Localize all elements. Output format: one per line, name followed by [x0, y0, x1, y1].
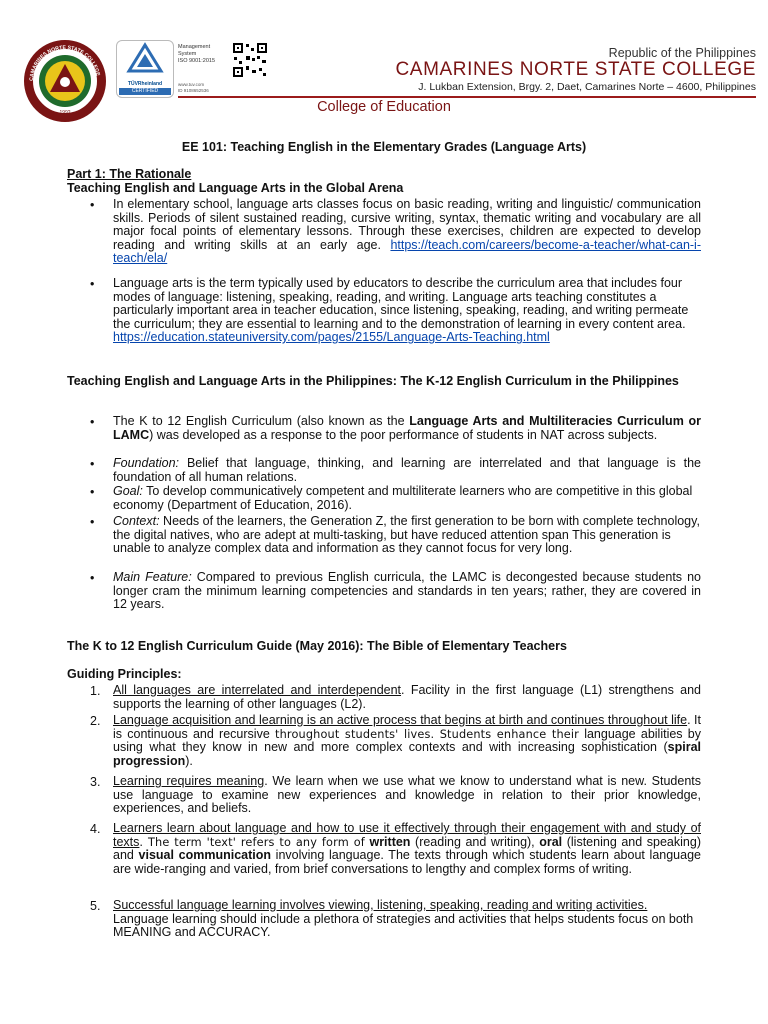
guide-heading: The K to 12 English Curriculum Guide (May 2016): The Bible of Elementary Teachers: [67, 639, 567, 653]
iso-certification-badge: [116, 40, 174, 98]
k12-bullet-foundation: [113, 457, 701, 484]
k12-bullet-lamc: [113, 415, 701, 442]
college-name: CAMARINES NORTE STATE COLLEGE: [395, 59, 756, 80]
course-title: EE 101: Teaching English in the Elementary Grades (Language Arts): [181, 140, 587, 154]
text-segment: (reading and writing),: [410, 834, 540, 849]
stateuniversity-link[interactable]: https://education.stateuniversity.com/pages/2155/Language-Arts-Teaching.html: [113, 330, 550, 345]
department-name: College of Education: [317, 99, 451, 115]
part1-subheading: Teaching English and Language Arts in the Global Arena: [67, 181, 404, 195]
text-segment: . We learn when we use what we know to understand what is new. Students use language to examine new experiences and knowledge in relation to their prior knowledge, experiences, and beliefs.: [113, 774, 701, 816]
iso-line-1: Management: [178, 44, 211, 50]
text-segment: The K to 12 English Curriculum (also known as the: [113, 414, 410, 428]
k12-bullet-context: [113, 515, 703, 556]
bullet-icon: •: [90, 277, 95, 291]
bullet-icon: •: [90, 457, 95, 471]
foundation-label: Foundation:: [113, 456, 180, 470]
paragraph-text: In elementary school, language arts classes focus on basic reading, writing and linguistic/ communication skills. Periods of silent sustained reading, cursive writing, syntax, thematic writing and vocabulary are all major focal points of elementary lessons. Through these exercises, children are expected to develop reading and writing skills at an early age.: [113, 197, 701, 252]
k12-bullet-goal: [113, 485, 703, 512]
guiding-principles-heading: Guiding Principles:: [67, 667, 182, 681]
list-number: 1.: [90, 684, 101, 698]
text-segment: . The term 'text' refers to any form of: [139, 835, 365, 849]
principle-3: [113, 775, 701, 816]
tuv-triangle-icon: [117, 41, 173, 75]
principle-4: [113, 822, 701, 876]
main-feature-label: Main Feature:: [113, 570, 192, 584]
text-segment: . It is continuous and recursive: [113, 713, 701, 741]
tuv-brand-text: TÜVRheinland: [127, 81, 163, 87]
iso-web: www.tuv.com: [178, 82, 205, 87]
principle-title: Learners learn about language and how to use it effectively through their engagement with and study of texts: [113, 821, 701, 849]
principle-title: All languages are interrelated and interdependent: [113, 683, 402, 697]
list-number: 5.: [90, 899, 101, 913]
text-segment: involving language. The texts through which students learn about language are wide-ranging and varied, from brief conversations to lengthy and complex forms of writing.: [113, 848, 701, 876]
iso-id-text: [178, 82, 209, 94]
seal-year: 1992: [59, 110, 71, 116]
k12-bullet-main-feature: [113, 571, 701, 612]
goal-label: Goal:: [113, 484, 143, 498]
global-arena-paragraph-2: [113, 277, 703, 345]
lamc-term: Language Arts and Multiliteracies Curriculum or LAMC: [113, 414, 701, 442]
written-term: written: [369, 834, 411, 849]
iso-line-2: System: [178, 51, 197, 57]
principle-title: Learning requires meaning: [113, 774, 265, 788]
text-segment: Compared to previous English curricula, the LAMC is decongested because students no longer cram the minimum learning competencies and standards in ten years; rather, they are covered in 12 years.: [113, 570, 701, 612]
global-arena-paragraph-1: [113, 198, 701, 266]
iso-system-text: [178, 44, 228, 65]
text-segment: ) was developed as a response to the poor performance of students in NAT across subjects.: [149, 427, 658, 442]
qr-code-icon: [232, 42, 268, 78]
text-segment: Belief that language, thinking, and learning are interrelated and that language is the foundation of all human relations.: [113, 456, 701, 484]
text-segment: language abilities by using what they know in new and more complex contexts and with increasing sophistication (: [113, 726, 701, 755]
bullet-icon: •: [90, 485, 95, 499]
principle-5: [113, 899, 703, 940]
bullet-icon: •: [90, 571, 95, 585]
text-segment: ).: [185, 753, 193, 768]
visual-communication-term: visual communication: [138, 848, 271, 863]
principle-1: [113, 684, 701, 711]
bullet-icon: •: [90, 415, 95, 429]
text-segment: . Facility in the first language (L1) strengthens and supports the learning of other languages (L2).: [113, 683, 702, 711]
teach-com-link[interactable]: https://teach.com/careers/become-a-teacher/what-can-i-teach/ela/: [113, 237, 701, 266]
bullet-icon: •: [90, 515, 95, 529]
list-number: 3.: [90, 775, 101, 789]
text-segment: (listening and speaking) and: [113, 834, 701, 863]
bullet-icon: •: [90, 198, 95, 212]
iso-id: ID 9108652536: [178, 88, 209, 93]
k12-heading: Teaching English and Language Arts in the Philippines: The K-12 English Curriculum in the Philippines: [67, 374, 679, 388]
principle-2: [113, 714, 701, 768]
list-number: 4.: [90, 822, 101, 836]
context-label: Context:: [113, 514, 160, 528]
republic-text: Republic of the Philippines: [608, 46, 756, 60]
paragraph-text: Language arts is the term typically used by educators to describe the curriculum area that includes four modes of language: listening, speaking, reading, and writing. Language arts teaching constitutes a particularly important area in teacher education, since listening, speaking, reading, and writing permeate the curriculum; they are essential to learning and to the demonstration of learning in every content area.: [113, 276, 689, 331]
list-number: 2.: [90, 714, 101, 728]
certified-label: CERTIFIED: [119, 88, 171, 95]
part1-heading: Part 1: The Rationale: [67, 167, 192, 181]
oral-term: oral: [539, 834, 563, 849]
header-divider: [178, 96, 756, 98]
text-segment: Needs of the learners, the Generation Z, the first generation to be born with complete technology, the digital natives, who are adept at multi-tasking, but have reduced attention span This generation is unable to analyze complex data and information as they cannot focus for very long.: [113, 514, 700, 556]
text-segment: To develop communicatively competent and multiliterate learners who are competitive in this global economy (Department of Education, 2016).: [113, 484, 693, 512]
principle-title: Language acquisition and learning is an active process that begins at birth and continues throughout life: [113, 713, 688, 727]
seal-ring-text: CAMARINES NORTE STATE COLLEGE: [28, 44, 101, 82]
spiral-progression-term: spiral progression: [113, 740, 701, 768]
college-address: J. Lukban Extension, Brgy. 2, Daet, Camarines Norte – 4600, Philippines: [418, 81, 756, 93]
iso-line-3: ISO 9001:2015: [178, 58, 216, 64]
principle-title: Successful language learning involves viewing, listening, speaking, reading and writing activities.: [113, 898, 648, 912]
text-segment: Language learning should include a plethora of strategies and activities that helps students focus on both MEANING and ACCURACY.: [113, 911, 694, 940]
text-segment: throughout students' lives. Students enhance their: [275, 727, 579, 741]
